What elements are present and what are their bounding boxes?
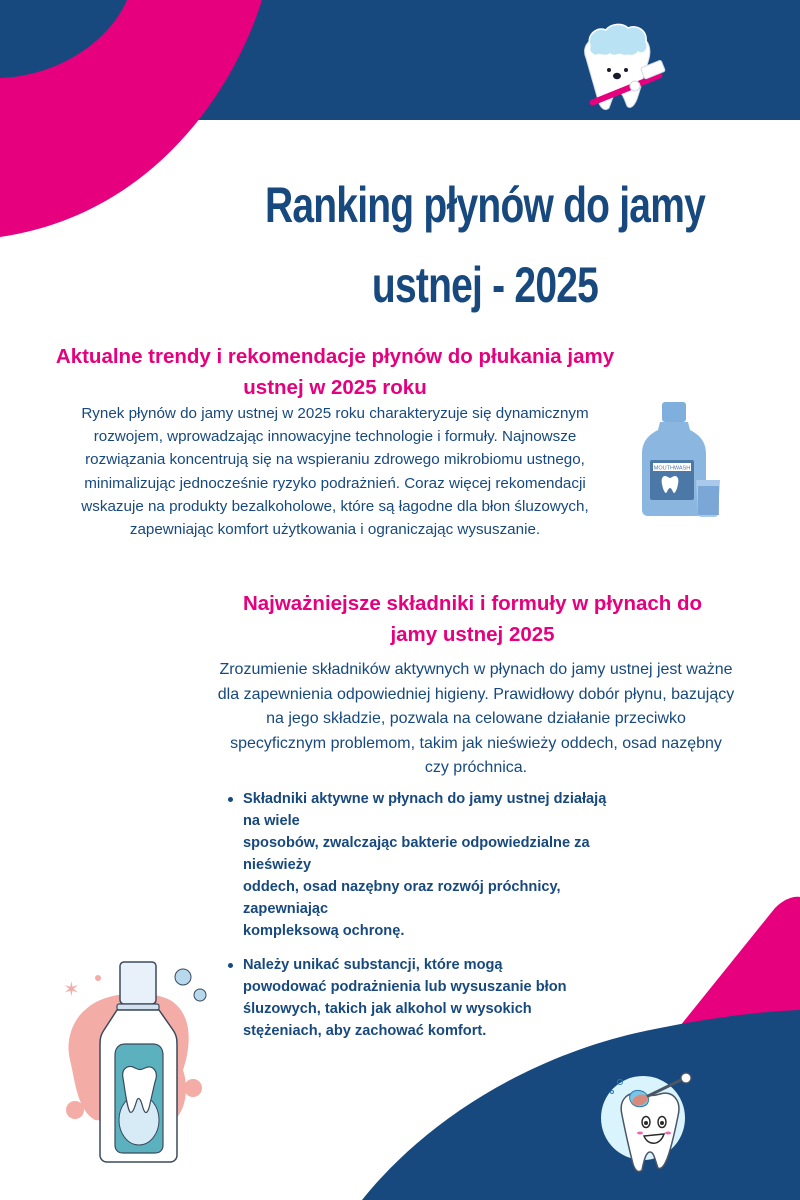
bullet-line: śluzowych, takich jak alkohol w wysokich: [243, 1001, 532, 1017]
bullet-line: Składniki aktywne w płynach do jamy ustnej działają na wiele: [243, 791, 607, 829]
tooth-brushing-mascot-icon: [600, 1060, 710, 1200]
page-title-line-2: ustnej - 2025: [371, 257, 599, 313]
paragraph-line: wskazuje na produkty bezalkoholowe, które są łagodne dla błon śluzowych,: [81, 497, 589, 515]
bullet-line: powodować podrażnienia lub wysuszanie błon: [243, 979, 567, 995]
bullet-dot-icon: [228, 797, 233, 802]
paragraph-line: Zrozumienie składników aktywnych w płynach do jamy ustnej jest ważne: [219, 661, 733, 678]
paragraph-line: czy próchnica.: [424, 759, 528, 776]
mouthwash-bottle-icon: [640, 400, 724, 518]
bullet-line: oddech, osad nazębny oraz rozwój próchnicy, zapewniając: [243, 879, 561, 917]
bullet-item: [224, 954, 583, 1042]
paragraph-line: na jego składzie, pozwala na celowane działanie przeciwko: [266, 710, 686, 727]
tooth-with-toothbrush-icon: [572, 22, 670, 117]
paragraph-line: dla zapewnienia odpowiedniej higieny. Prawidłowy dobór płynu, bazujący: [217, 685, 735, 703]
bullet-line: Należy unikać substancji, które mogą: [243, 957, 503, 973]
bullet-line: sposobów, zwalczając bakterie odpowiedzialne za nieświeży: [243, 835, 590, 873]
section-ingredients-paragraph: [195, 658, 757, 781]
paragraph-line: specyficznym problemom, takim jak nieświeży oddech, osad nazębny: [230, 734, 722, 752]
bullet-dot-icon: [228, 963, 233, 968]
ingredients-bullet-list: [224, 788, 624, 1054]
section-trends-paragraph: [40, 402, 630, 541]
paragraph-line: rozwojem, wprowadzając innowacyjne technologie i formuły. Najnowsze: [93, 428, 577, 446]
bullet-item: [224, 788, 624, 942]
section-trends-heading-line-2: ustnej w 2025 roku: [243, 376, 427, 399]
paragraph-line: minimalizując jednocześnie ryzyko podrażnień. Coraz więcej rekomendacji: [84, 474, 586, 492]
mouthwash-bottle-with-tooth-icon: [55, 960, 215, 1165]
paragraph-line: zapewniając komfort użytkowania i ograniczając wysuszanie.: [129, 521, 541, 539]
section-trends-heading: [10, 341, 660, 403]
page-title: [263, 165, 708, 325]
mouthwash-label: MOUTHWASH: [653, 465, 691, 472]
magenta-wedge-bottom-right: [680, 897, 800, 1026]
section-ingredients-heading: [190, 588, 755, 650]
bullet-line: kompleksową ochronę.: [243, 923, 405, 939]
section-trends-heading-line-1: Aktualne trendy i rekomendacje płynów do płukania jamy: [55, 345, 615, 368]
svg-text:✶: ✶: [63, 977, 80, 1001]
paragraph-line: rozwiązania koncentrują się na wspieraniu zdrowego mikrobiomu ustnego,: [85, 451, 585, 469]
page-title-line-1: Ranking płynów do jamy: [264, 177, 706, 233]
paragraph-line: Rynek płynów do jamy ustnej w 2025 roku charakteryzuje się dynamicznym: [81, 405, 589, 422]
section-ingredients-heading-line-2: jamy ustnej 2025: [390, 623, 555, 646]
bullet-line: stężeniach, aby zachować komfort.: [243, 1023, 487, 1039]
section-ingredients-heading-line-1: Najważniejsze składniki i formuły w płynach do: [242, 592, 703, 615]
